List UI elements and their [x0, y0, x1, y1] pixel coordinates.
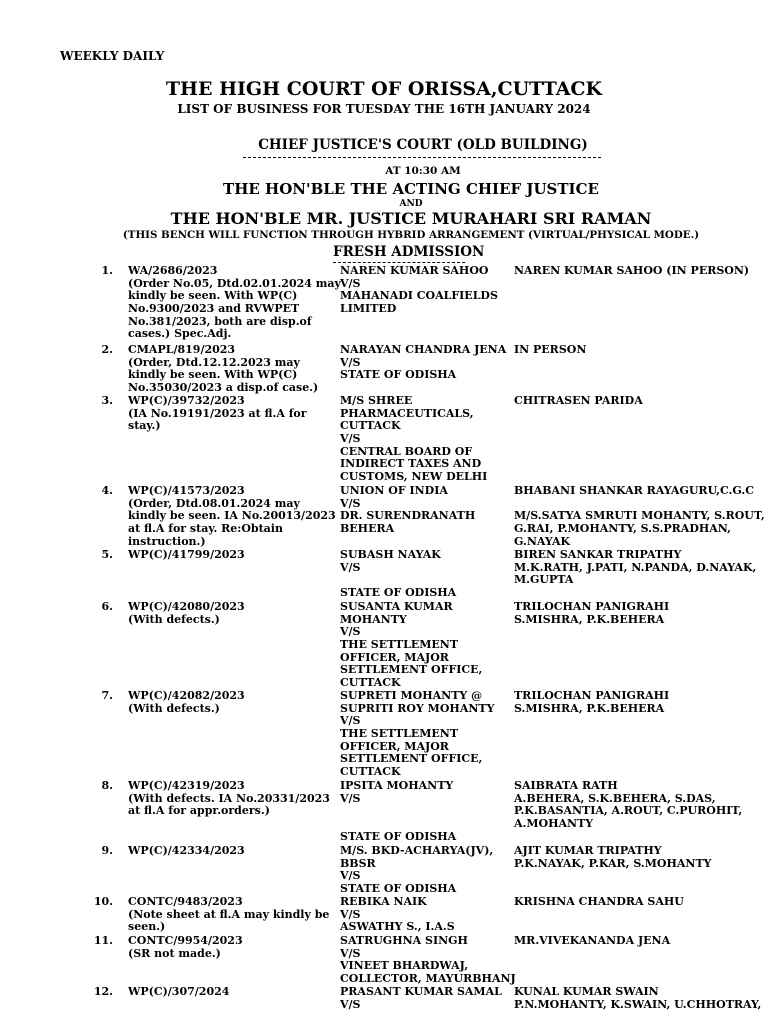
parties [340, 896, 512, 934]
parties-line: REBIKA NAIK [340, 895, 427, 908]
advocates-line: AJIT KUMAR TRIPATHY [514, 844, 662, 857]
case-details-line: seen.) [128, 920, 166, 934]
case-details-line: WP(C)/42319/2023 [128, 779, 245, 792]
case-details-line: WP(C)/41799/2023 [128, 548, 245, 561]
parties [340, 601, 512, 690]
case-details [128, 549, 340, 562]
advocates-line: G.RAI, P.MOHANTY, S.S.PRADHAN, [514, 522, 731, 536]
advocates-line: S.MISHRA, P.K.BEHERA [514, 612, 665, 626]
parties [340, 549, 512, 600]
case-details-line: (Order, Dtd.08.01.2024 may [128, 496, 300, 510]
weekly-label: WEEKLY DAILY [60, 49, 165, 63]
advocates-line: CHITRASEN PARIDA [514, 394, 643, 407]
item-number: 3. [101, 394, 113, 407]
parties [340, 780, 512, 843]
case-details-line: at fl.A for stay. Re:Obtain [128, 522, 283, 536]
parties-line: SUSANTA KUMAR [340, 600, 453, 613]
parties-line: V/S [340, 946, 361, 960]
case-details-line: No.9300/2023 and RVWPET [128, 302, 300, 316]
case-details-line: kindly be seen. With WP(C) [128, 368, 298, 382]
parties-line: OFFICER, MAJOR [340, 739, 449, 753]
parties-line: SETTLEMENT OFFICE, [340, 752, 483, 766]
parties-line: BBSR [340, 856, 376, 870]
parties-line: SUPRITI ROY MOHANTY [340, 701, 495, 715]
case-details [128, 845, 340, 858]
advocates-line: SAIBRATA RATH [514, 779, 618, 792]
case-details-line: WP(C)/42080/2023 [128, 600, 245, 613]
parties-line: MOHANTY [340, 612, 407, 626]
case-details-line: WP(C)/307/2024 [128, 985, 230, 998]
parties-line: V/S [340, 625, 361, 639]
parties-line: PRASANT KUMAR SAMAL [340, 985, 502, 998]
parties-line: IPSITA MOHANTY [340, 779, 454, 792]
parties [340, 395, 512, 484]
advocates-line: BHABANI SHANKAR RAYAGURU,C.G.C [514, 484, 754, 497]
advocates [514, 986, 768, 1011]
parties-line: CUSTOMS, NEW DELHI [340, 470, 488, 484]
advocates-line: TRILOCHAN PANIGRAHI [514, 600, 670, 613]
case-details-line: WP(C)/39732/2023 [128, 394, 245, 407]
advocates [514, 265, 768, 278]
parties-line: INDIRECT TAXES AND [340, 457, 482, 471]
parties-line: V/S [340, 560, 361, 574]
parties-line: M/S. BKD-ACHARYA(JV), [340, 844, 494, 857]
case-details [128, 780, 340, 818]
parties-line: V/S [340, 907, 361, 921]
parties-line: STATE OF ODISHA [340, 829, 457, 843]
parties-line: DR. SURENDRANATH [340, 509, 476, 523]
parties-line: V/S [340, 997, 361, 1011]
advocates-line: G.NAYAK [514, 534, 571, 548]
case-details-line: at fl.A for appr.orders.) [128, 804, 270, 818]
advocates [514, 601, 768, 626]
court-name: THE HIGH COURT OF ORISSA,CUTTACK [165, 78, 603, 100]
parties-line: NAREN KUMAR SAHOO [340, 264, 489, 277]
list-of-business: LIST OF BUSINESS FOR TUESDAY THE 16TH JANUARY 2024 [177, 102, 591, 116]
advocates-line: P.K.BASANTIA, A.ROUT, C.PUROHIT, [514, 804, 743, 818]
item-number: 8. [101, 779, 113, 792]
item-number: 1. [101, 264, 113, 277]
case-details-line: cases.) Spec.Adj. [128, 327, 232, 341]
advocates-line: P.K.NAYAK, P.KAR, S.MOHANTY [514, 856, 712, 870]
bench-judge-2: THE HON'BLE MR. JUSTICE MURAHARI SRI RAMAN [170, 209, 652, 228]
parties-line: V/S [340, 714, 361, 728]
advocates-line: IN PERSON [514, 343, 587, 356]
case-details [128, 690, 340, 715]
parties [340, 485, 512, 536]
parties-line: V/S [340, 355, 361, 369]
parties-line: V/S [340, 869, 361, 883]
case-details-line: (Order No.05, Dtd.02.01.2024 may [128, 276, 341, 290]
case-details-line: CMAPL/819/2023 [128, 343, 236, 356]
advocates-line: A.BEHERA, S.K.BEHERA, S.DAS, [514, 791, 716, 805]
parties-line: STATE OF ODISHA [340, 586, 457, 600]
case-details-line: No.35030/2023 a disp.of case.) [128, 381, 319, 395]
case-details-line: CONTC/9483/2023 [128, 895, 243, 908]
parties-line [340, 818, 512, 831]
advocates-line: TRILOCHAN PANIGRAHI [514, 689, 670, 702]
item-number: 10. [93, 895, 113, 908]
parties-line: LIMITED [340, 302, 397, 316]
parties-line: THE SETTLEMENT [340, 727, 459, 741]
parties-line: M/S SHREE [340, 394, 413, 407]
parties-line: V/S [340, 791, 361, 805]
item-number: 9. [101, 844, 113, 857]
parties-line: SATRUGHNA SINGH [340, 934, 468, 947]
case-details [128, 986, 340, 999]
case-details-line: WP(C)/42334/2023 [128, 844, 245, 857]
parties-line: CENTRAL BOARD OF [340, 444, 473, 458]
case-details-line: kindly be seen. IA No.20013/2023 [128, 509, 336, 523]
advocates-line: BIREN SANKAR TRIPATHY [514, 548, 682, 561]
parties-line: ASWATHY S., I.A.S [340, 920, 455, 934]
sitting-time: AT 10:30 AM [385, 165, 461, 177]
parties [340, 986, 512, 1011]
case-details-line: kindly be seen. With WP(C) [128, 289, 298, 303]
parties-line: COLLECTOR, MAYURBHANJ [340, 972, 516, 986]
advocates-line: KRISHNA CHANDRA SAHU [514, 895, 684, 908]
parties-line: THE SETTLEMENT [340, 638, 459, 652]
case-details-line: (With defects.) [128, 612, 220, 626]
parties [340, 690, 512, 779]
parties [340, 265, 512, 316]
case-details [128, 485, 340, 548]
parties-line: OFFICER, MAJOR [340, 650, 449, 664]
parties-line: V/S [340, 432, 361, 446]
parties-line: V/S [340, 496, 361, 510]
parties-line: V/S [340, 276, 361, 290]
parties-line [340, 805, 512, 818]
bench-judge-1: THE HON'BLE THE ACTING CHIEF JUSTICE [223, 180, 599, 198]
advocates [514, 690, 768, 715]
parties-line: SUBASH NAYAK [340, 548, 441, 561]
section-heading: FRESH ADMISSION [333, 244, 485, 260]
parties-line: NARAYAN CHANDRA JENA [340, 343, 507, 356]
item-number: 12. [93, 985, 113, 998]
advocates-line: M/S.SATYA SMRUTI MOHANTY, S.ROUT, [514, 509, 765, 523]
case-details [128, 344, 340, 395]
parties [340, 344, 512, 382]
case-details-line: No.381/2023, both are disp.of [128, 314, 312, 328]
case-details-line: (Order, Dtd.12.12.2023 may [128, 355, 300, 369]
case-details [128, 601, 340, 626]
case-details [128, 896, 340, 934]
advocates-line: KUNAL KUMAR SWAIN [514, 985, 659, 998]
parties-line: CUTTACK [340, 419, 401, 433]
advocates-line: MR.VIVEKANANDA JENA [514, 934, 671, 947]
case-details-line: instruction.) [128, 534, 206, 548]
item-number: 4. [101, 484, 113, 497]
case-details [128, 265, 340, 341]
case-details-line: (Note sheet at fl.A may kindly be [128, 907, 330, 921]
case-details-line: WP(C)/41573/2023 [128, 484, 245, 497]
item-number: 7. [101, 689, 113, 702]
bench-note: (THIS BENCH WILL FUNCTION THROUGH HYBRID ARRANGEMENT (VIRTUAL/PHYSICAL MODE.) [122, 229, 700, 241]
parties-line: STATE OF ODISHA [340, 882, 457, 896]
parties-line: MAHANADI COALFIELDS [340, 289, 498, 303]
case-details-line: WA/2686/2023 [128, 264, 218, 277]
case-details-line: CONTC/9954/2023 [128, 934, 243, 947]
advocates [514, 485, 768, 548]
parties [340, 845, 512, 896]
parties [340, 934, 516, 986]
item-number: 5. [101, 548, 113, 561]
item-number: 2. [101, 343, 113, 356]
parties-line: PHARMACEUTICALS, [340, 406, 474, 420]
advocates-line: NAREN KUMAR SAHOO (IN PERSON) [514, 264, 750, 277]
parties-line: STATE OF ODISHA [340, 368, 457, 382]
case-details-line: (SR not made.) [128, 946, 221, 960]
parties-line: CUTTACK [340, 676, 401, 690]
advocates [514, 395, 768, 408]
parties-line: BEHERA [340, 522, 395, 536]
case-details-line: stay.) [128, 419, 161, 433]
advocates [514, 935, 768, 948]
advocates [514, 344, 768, 357]
parties-line: CUTTACK [340, 765, 401, 779]
case-details-line: (With defects.) [128, 701, 220, 715]
advocates-line: P.N.MOHANTY, K.SWAIN, U.CHHOTRAY, [514, 997, 762, 1011]
parties-line: UNION OF INDIA [340, 484, 448, 497]
bench-and: AND [399, 199, 423, 209]
advocates-line: M.GUPTA [514, 573, 574, 587]
item-number: 6. [101, 600, 113, 613]
item-number: 11. [93, 934, 113, 947]
case-details [128, 395, 340, 433]
parties-line: SETTLEMENT OFFICE, [340, 663, 483, 677]
case-details [128, 935, 340, 960]
case-details-line: (IA No.19191/2023 at fl.A for [128, 406, 307, 420]
advocates-line: S.MISHRA, P.K.BEHERA [514, 701, 665, 715]
case-details-line: WP(C)/42082/2023 [128, 689, 245, 702]
advocates [514, 780, 768, 831]
case-details-line: (With defects. IA No.20331/2023 [128, 791, 330, 805]
parties-line: SUPRETI MOHANTY @ [340, 689, 483, 702]
advocates [514, 845, 768, 870]
parties-line: VINEET BHARDWAJ, [340, 959, 469, 973]
advocates-line: A.MOHANTY [514, 817, 594, 831]
advocates-line: M.K.RATH, J.PATI, N.PANDA, D.NAYAK, [514, 560, 757, 574]
advocates [514, 549, 768, 587]
court-room: CHIEF JUSTICE'S COURT (OLD BUILDING) [258, 137, 588, 153]
advocates [514, 896, 768, 909]
